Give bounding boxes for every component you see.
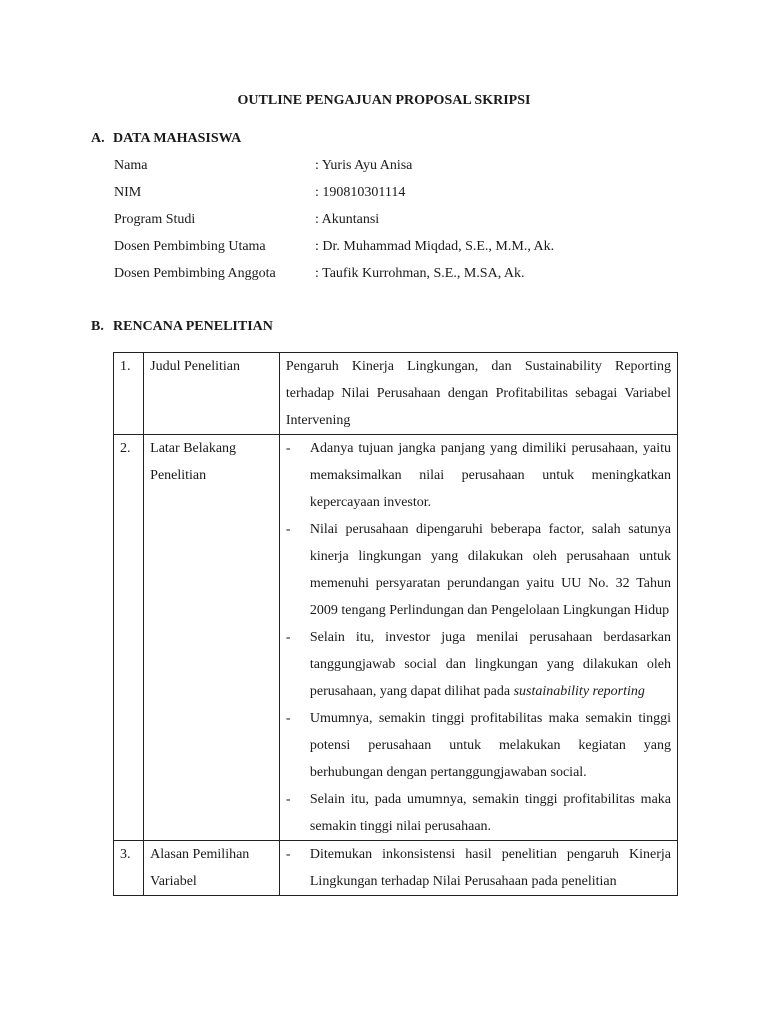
document-title: OUTLINE PENGAJUAN PROPOSAL SKRIPSI — [237, 93, 531, 108]
section-a-heading — [91, 131, 241, 147]
list-item — [286, 841, 671, 895]
bullet-dash: - — [285, 522, 291, 537]
bullet-text: Adanya tujuan jangka panjang yang dimiliki perusahaan, yaitu memaksimalkan nilai perusahaan untuk meningkatkan kepercayaan investor. — [309, 441, 671, 510]
row-label: Alasan Pemilihan Variabel — [144, 841, 280, 896]
bullet-text: Nilai perusahaan dipengaruhi beberapa factor, salah satunya kinerja lingkungan yang dilakukan oleh perusahaan untuk memenuhi persyaratan perundangan yaitu UU No. 32 Tahun 2009 tengang Perlindungan dan Pengelolaan Lingkungan Hidup — [309, 522, 671, 618]
row-label: Judul Penelitian — [144, 353, 280, 435]
section-a-title: DATA MAHASISWA — [113, 131, 242, 146]
list-item — [286, 786, 671, 840]
row-number: 3. — [114, 841, 144, 896]
info-row-nama — [114, 158, 674, 174]
bullet-text: Ditemukan inkonsistensi hasil penelitian pengaruh Kinerja Lingkungan terhadap Nilai Perusahaan pada penelitian — [309, 847, 671, 889]
section-b-heading — [91, 319, 273, 335]
bullet-dash: - — [285, 711, 291, 726]
bullet-text-with-emphasis — [310, 624, 671, 705]
info-row-dosen-utama — [114, 239, 674, 255]
bullet-dash: - — [285, 792, 291, 807]
row-number: 1. — [114, 353, 144, 435]
row-number: 2. — [114, 435, 144, 841]
table-row — [114, 435, 678, 841]
list-item — [286, 624, 671, 705]
list-item — [286, 705, 671, 786]
info-value: : Yuris Ayu Anisa — [315, 158, 413, 173]
info-label: Dosen Pembimbing Anggota — [114, 266, 276, 281]
bullet-dash: - — [285, 441, 291, 456]
info-value: : Dr. Muhammad Miqdad, S.E., M.M., Ak. — [315, 239, 555, 254]
bullet-text: Selain itu, investor juga menilai perusahaan berdasarkan tanggungjawab social dan lingkungan yang dilakukan oleh perusahaan, yang dapat dilihat pada — [309, 630, 671, 699]
research-plan-table — [113, 352, 678, 896]
bullet-text: Selain itu, pada umumnya, semakin tinggi profitabilitas maka semakin tinggi nilai perusahaan. — [309, 792, 671, 834]
list-item — [286, 516, 671, 624]
section-b-title: RENCANA PENELITIAN — [113, 319, 273, 334]
info-value: : 190810301114 — [315, 185, 406, 200]
bullet-dash: - — [285, 630, 291, 645]
table-row — [114, 841, 678, 896]
bullet-dash: - — [285, 847, 291, 862]
row-label: Latar Belakang Penelitian — [144, 435, 280, 841]
section-a-letter: A. — [91, 131, 105, 146]
section-b-letter: B. — [91, 319, 104, 334]
list-item — [286, 435, 671, 516]
info-value: : Akuntansi — [315, 212, 380, 227]
info-label: Program Studi — [114, 212, 196, 227]
bullet-emphasis: sustainability reporting — [513, 684, 645, 699]
info-label: NIM — [114, 185, 142, 200]
info-row-program-studi — [114, 212, 674, 228]
info-row-nim — [114, 185, 674, 201]
row-content — [279, 841, 677, 896]
row-content: Pengaruh Kinerja Lingkungan, dan Sustainability Reporting terhadap Nilai Perusahaan dengan Profitabilitas sebagai Variabel Intervening — [279, 353, 677, 435]
info-label: Dosen Pembimbing Utama — [114, 239, 266, 254]
info-row-dosen-anggota — [114, 266, 674, 282]
row-content — [279, 435, 677, 841]
info-label: Nama — [114, 158, 148, 173]
table-row — [114, 353, 678, 435]
bullet-text: Umumnya, semakin tinggi profitabilitas maka semakin tinggi potensi perusahaan untuk melakukan kegiatan yang berhubungan dengan pertanggungjawaban social. — [309, 711, 671, 780]
info-value: : Taufik Kurrohman, S.E., M.SA, Ak. — [315, 266, 525, 281]
